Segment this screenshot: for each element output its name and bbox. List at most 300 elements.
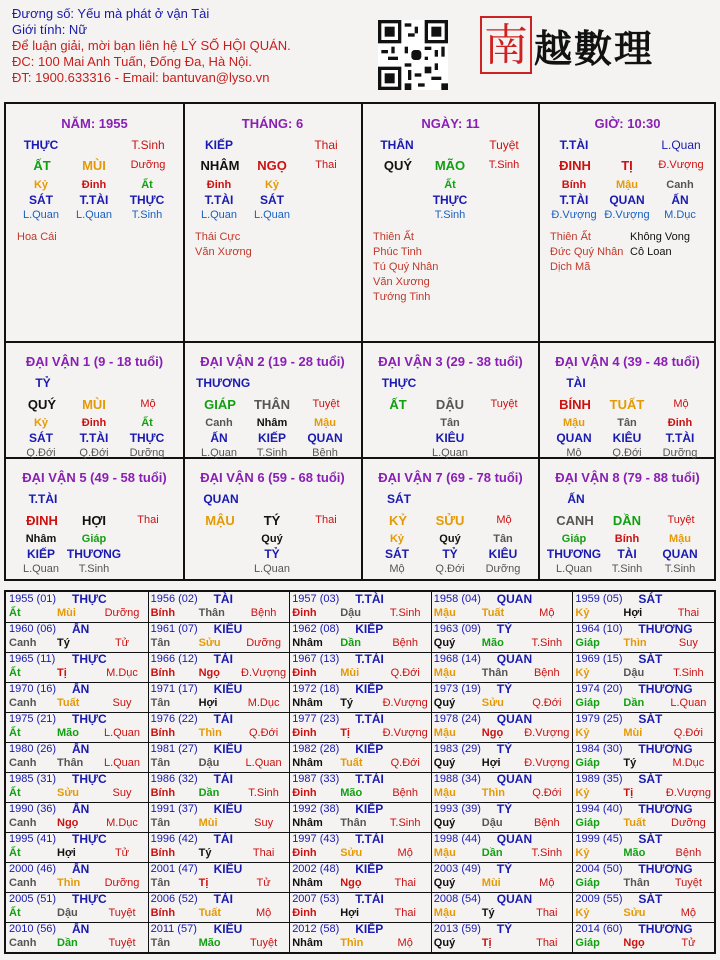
- annual-god: THƯƠNG: [638, 682, 693, 696]
- hidden-god: T.TÀI: [79, 431, 109, 445]
- annual-cell: [148, 742, 289, 772]
- annual-stem: Canh: [9, 877, 37, 889]
- annual-branch: Tuất: [481, 607, 505, 619]
- annual-year: 2013 (59): [433, 923, 481, 935]
- annual-stem: Bính: [150, 667, 176, 679]
- annual-god: TỶ: [496, 742, 513, 756]
- hidden-stem: Ất: [444, 179, 456, 191]
- luck-god: ẤN: [567, 492, 585, 506]
- annual-phase: Đ.Vượng: [524, 727, 570, 739]
- annual-branch: Tý: [481, 907, 495, 919]
- annual-phase: Dưỡng: [246, 637, 281, 649]
- annual-stem: Quý: [433, 697, 456, 709]
- annual-phase: Tử: [114, 847, 130, 859]
- stem-god: THỰC: [23, 138, 59, 152]
- earthly-branch: NGỌ: [257, 158, 287, 173]
- annual-year: 1979 (25): [575, 713, 623, 725]
- annual-stem: Đinh: [292, 667, 317, 679]
- hidden-phase: Dưỡng: [662, 447, 698, 459]
- annual-god: TÀI: [213, 712, 233, 726]
- annual-god: ẤN: [72, 802, 90, 816]
- life-phase: T.Sinh: [488, 159, 520, 171]
- annual-god: KIÊU: [213, 622, 243, 636]
- annual-year: 1996 (42): [150, 833, 198, 845]
- annual-god: THỰC: [72, 892, 107, 906]
- hidden-phase: T.Sinh: [434, 209, 466, 221]
- annual-stem: Canh: [9, 937, 37, 949]
- annual-stem: Đinh: [292, 907, 317, 919]
- pillar-year: [6, 104, 183, 341]
- annual-stem: Ất: [9, 607, 21, 619]
- annual-stem: Kỷ: [575, 607, 590, 619]
- annual-god: KIẾP: [355, 862, 384, 876]
- hidden-stem: Nhâm: [256, 417, 288, 429]
- hidden-stem: Ất: [141, 179, 153, 191]
- branch-phase-top: L.Quan: [661, 138, 701, 152]
- luck-god: TỶ: [35, 376, 51, 390]
- annual-year: 1960 (06): [9, 623, 57, 635]
- annual-stem: Tân: [150, 757, 171, 769]
- annual-god: ẤN: [72, 922, 90, 936]
- annual-branch: Tị: [340, 727, 350, 739]
- annual-cell: [6, 682, 147, 712]
- annual-god: TỶ: [496, 682, 513, 696]
- stem-god: T.TÀI: [559, 138, 589, 152]
- annual-stem: Nhâm: [292, 877, 323, 889]
- annual-phase: Đ.Vượng: [665, 787, 711, 799]
- hidden-phase: L.Quan: [253, 563, 291, 575]
- star-list: [195, 230, 252, 260]
- annual-cell: [6, 652, 147, 682]
- hidden-phase: T.Sinh: [611, 563, 643, 575]
- annual-branch: Dần: [340, 637, 361, 649]
- annual-phase: Q.Đới: [532, 787, 562, 799]
- earthly-branch: MÃO: [434, 158, 466, 173]
- luck-title: ĐẠI VẬN 3 (29 - 38 tuổi): [378, 354, 523, 369]
- annual-phase: Bệnh: [250, 607, 277, 619]
- annual-branch: Hợi: [340, 907, 360, 919]
- luck-god: SÁT: [387, 492, 411, 506]
- annual-phase: L.Quan: [103, 757, 141, 769]
- annual-cell: [6, 862, 147, 892]
- annual-stem: Giáp: [575, 877, 600, 889]
- luck-phase: Mộ: [673, 398, 689, 410]
- annual-phase: Bệnh: [533, 667, 560, 679]
- annual-year: 1959 (05): [575, 593, 623, 605]
- annual-cell: [148, 832, 289, 862]
- annual-year: 1956 (02): [150, 593, 198, 605]
- annual-cell: [6, 832, 147, 862]
- hidden-god: THƯƠNG: [66, 547, 122, 561]
- annual-phase: Tuyệt: [250, 937, 278, 949]
- annual-god: THỰC: [72, 832, 107, 846]
- annual-stem: Quý: [433, 877, 456, 889]
- star-item: Tướng Tinh: [373, 291, 431, 303]
- annual-cell: [572, 622, 713, 652]
- annual-god: SÁT: [638, 772, 663, 786]
- annual-stem: Mậu: [433, 667, 456, 679]
- annual-year: 1980 (26): [9, 743, 57, 755]
- luck-branch: SỬU: [435, 513, 465, 528]
- annual-year: 1955 (01): [9, 593, 57, 605]
- branch-phase-top: Thai: [314, 138, 338, 152]
- annual-branch: Hợi: [198, 697, 218, 709]
- hidden-god: QUAN: [307, 431, 343, 445]
- annual-god: QUAN: [496, 592, 533, 606]
- annual-phase: Suy: [254, 817, 274, 829]
- luck-phase: Tuyệt: [312, 398, 340, 410]
- annual-branch: Sửu: [340, 847, 363, 859]
- hidden-god: KIẾP: [26, 547, 55, 561]
- branch-phase-top: T.Sinh: [131, 138, 165, 152]
- annual-branch: Hợi: [481, 757, 501, 769]
- annual-branch: Mão: [57, 727, 79, 739]
- annual-year: 1962 (08): [292, 623, 340, 635]
- annual-stem: Giáp: [575, 757, 600, 769]
- annual-year: 1970 (16): [9, 683, 57, 695]
- annual-cell: [289, 652, 430, 682]
- annual-year: 2012 (58): [292, 923, 340, 935]
- annual-branch: Tuất: [340, 757, 363, 769]
- annual-cell: [148, 922, 289, 952]
- pillar-title: NGÀY: 11: [421, 116, 480, 131]
- annual-cell: [289, 622, 430, 652]
- hidden-phase: L.Quan: [75, 209, 113, 221]
- hidden-god: TỶ: [264, 547, 280, 561]
- hidden-phase: Bệnh: [312, 447, 338, 459]
- annual-phase: Tử: [114, 637, 130, 649]
- annual-god: KIẾP: [355, 802, 384, 816]
- stem-god: KIẾP: [204, 138, 233, 152]
- hidden-god: TÀI: [617, 547, 637, 561]
- annual-branch: Mùi: [198, 817, 218, 829]
- annual-god: QUAN: [496, 772, 533, 786]
- annual-stem: Canh: [9, 637, 37, 649]
- annual-branch: Dậu: [198, 757, 220, 769]
- annual-branch: Tý: [340, 697, 354, 709]
- star-list: [550, 230, 623, 275]
- annual-god: THƯƠNG: [638, 802, 693, 816]
- annual-stem: Bính: [150, 607, 176, 619]
- annual-cell: [431, 592, 572, 622]
- hidden-phase: Q.Đới: [435, 563, 465, 575]
- annual-stem: Canh: [9, 817, 37, 829]
- hidden-phase: L.Quan: [200, 447, 238, 459]
- gender-line: Giới tính: Nữ: [12, 22, 88, 37]
- annual-god: SÁT: [638, 592, 663, 606]
- hidden-god: ẤN: [210, 431, 228, 445]
- annual-branch: Mão: [340, 787, 363, 799]
- annual-cell: [431, 772, 572, 802]
- annual-year: 1990 (36): [9, 803, 57, 815]
- annual-cell: [431, 742, 572, 772]
- hidden-god: T.TÀI: [665, 431, 695, 445]
- annual-cell: [572, 682, 713, 712]
- annual-year: 2005 (51): [9, 893, 57, 905]
- annual-god: KIÊU: [213, 742, 243, 756]
- annual-phase: Bệnh: [392, 787, 419, 799]
- annual-stem: Quý: [433, 637, 456, 649]
- annual-branch: Dần: [481, 847, 503, 859]
- star-item: Hoa Cái: [17, 231, 57, 243]
- hidden-stem: Giáp: [81, 533, 107, 545]
- annual-stem: Tân: [150, 937, 171, 949]
- hidden-stem: Đinh: [206, 179, 232, 191]
- annual-branch: Mùi: [340, 667, 360, 679]
- luck-phase: Mộ: [140, 398, 156, 410]
- annual-year: 1968 (14): [433, 653, 481, 665]
- annual-branch: Hợi: [623, 607, 643, 619]
- annual-year: 1957 (03): [292, 593, 340, 605]
- annual-cell: [148, 802, 289, 832]
- annual-branch: Mão: [198, 937, 221, 949]
- annual-branch: Dậu: [340, 607, 361, 619]
- luck-branch: DẦN: [612, 513, 642, 528]
- annual-phase: M.Dục: [672, 757, 705, 769]
- luck-title: ĐẠI VẬN 1 (9 - 18 tuổi): [25, 354, 164, 369]
- annual-branch: Thân: [623, 877, 650, 889]
- hidden-phase: Đ.Vượng: [604, 209, 650, 221]
- annual-stem: Tân: [150, 637, 171, 649]
- annual-branch: Dần: [198, 787, 220, 799]
- hidden-stem: Nhâm: [25, 533, 57, 545]
- hidden-stem: Đinh: [81, 179, 107, 191]
- annual-god: KIẾP: [355, 922, 384, 936]
- life-phase: Đ.Vượng: [658, 159, 704, 171]
- annual-cell: [148, 772, 289, 802]
- luck-branch: TÝ: [263, 513, 281, 528]
- luck-god: T.TÀI: [28, 492, 58, 506]
- annual-branch: Tị: [481, 937, 492, 949]
- hidden-stem: Mậu: [616, 179, 638, 191]
- annual-stem: Bính: [150, 727, 176, 739]
- annual-god: T.TÀI: [355, 832, 384, 846]
- hidden-phase: L.Quan: [555, 563, 593, 575]
- annual-branch: Tuất: [623, 817, 646, 829]
- annual-stem: Quý: [433, 937, 456, 949]
- annual-year: 2011 (57): [150, 923, 197, 935]
- luck-stem: GIÁP: [204, 397, 236, 412]
- annual-stem: Tân: [150, 697, 171, 709]
- hidden-stem: Canh: [666, 179, 694, 191]
- hidden-god: QUAN: [556, 431, 592, 445]
- hidden-god: KIÊU: [435, 431, 465, 445]
- hidden-phase: Mộ: [389, 563, 405, 575]
- annual-year: 1966 (12): [150, 653, 198, 665]
- annual-god: SÁT: [638, 832, 663, 846]
- annual-year: 1969 (15): [575, 653, 623, 665]
- annual-god: THỰC: [72, 652, 107, 666]
- annual-god: TÀI: [213, 892, 233, 906]
- hidden-god: T.TÀI: [559, 193, 589, 207]
- luck-branch: MÙI: [82, 397, 106, 412]
- phone-email-line: ĐT: 1900.633316 - Email: bantuvan@lyso.vn: [12, 70, 270, 85]
- luck-title: ĐẠI VẬN 4 (39 - 48 tuổi): [555, 354, 700, 369]
- annual-year: 1987 (33): [292, 773, 340, 785]
- annual-phase: Q.Đới: [532, 697, 562, 709]
- annual-cell: [572, 652, 713, 682]
- luck-period-1: [6, 343, 183, 457]
- annual-stem: Giáp: [575, 937, 600, 949]
- annual-year: 2010 (56): [9, 923, 57, 935]
- annual-cell: [572, 742, 713, 772]
- annual-phase: T.Sinh: [389, 817, 421, 829]
- star-list: [17, 230, 57, 245]
- star-list-secondary: [630, 230, 690, 260]
- hidden-phase: Dưỡng: [485, 563, 521, 575]
- annual-cell: [289, 592, 430, 622]
- annual-god: KIÊU: [213, 802, 243, 816]
- annual-god: TỶ: [496, 922, 513, 936]
- annual-phase: Mộ: [539, 877, 555, 889]
- star-item: Thái Cực: [195, 231, 241, 243]
- hidden-stem: Đinh: [81, 417, 107, 429]
- annual-god: QUAN: [496, 652, 533, 666]
- luck-stem: BÍNH: [559, 397, 591, 412]
- pillar-title: THÁNG: 6: [241, 116, 304, 131]
- annual-stem: Ất: [9, 667, 21, 679]
- luck-title: ĐẠI VẬN 2 (19 - 28 tuổi): [200, 354, 345, 369]
- annual-cell: [289, 862, 430, 892]
- luck-phase: Tuyệt: [490, 398, 518, 410]
- annual-phase: Suy: [112, 697, 132, 709]
- earthly-branch: TỊ: [621, 158, 633, 173]
- annual-god: SÁT: [638, 712, 663, 726]
- luck-stem: CANH: [556, 513, 594, 528]
- luck-branch: THÂN: [253, 397, 291, 412]
- heavenly-stem: NHÂM: [200, 158, 240, 173]
- luck-stem: KỶ: [388, 513, 408, 528]
- annual-year: 1975 (21): [9, 713, 57, 725]
- annual-stem: Canh: [9, 757, 37, 769]
- hidden-stem: Tân: [617, 417, 637, 429]
- annual-phase: T.Sinh: [673, 667, 704, 679]
- annual-cell: [6, 772, 147, 802]
- annual-phase: T.Sinh: [248, 787, 279, 799]
- earthly-branch: MÙI: [82, 158, 106, 173]
- annual-stem: Mậu: [433, 847, 456, 859]
- annual-year: 1991 (37): [150, 803, 198, 815]
- annual-branch: Sửu: [57, 787, 80, 799]
- annual-stem: Nhâm: [292, 817, 323, 829]
- annual-year: 1978 (24): [433, 713, 481, 725]
- hidden-god: QUAN: [609, 193, 645, 207]
- annual-year: 1992 (38): [292, 803, 340, 815]
- annual-stem: Nhâm: [292, 757, 323, 769]
- annual-cell: [148, 652, 289, 682]
- life-phase: Dưỡng: [130, 159, 166, 171]
- annual-branch: Mùi: [481, 877, 501, 889]
- annual-god: T.TÀI: [355, 892, 384, 906]
- hidden-phase: T.Sinh: [78, 563, 110, 575]
- annual-branch: Dậu: [57, 907, 78, 919]
- annual-god: THƯƠNG: [638, 862, 693, 876]
- chart-grid: [4, 102, 716, 581]
- annual-branch: Tý: [623, 757, 637, 769]
- hidden-phase: L.Quan: [431, 447, 469, 459]
- luck-stem: ĐINH: [26, 513, 58, 528]
- star-item: Thiên Ất: [550, 231, 591, 243]
- annual-cell: [148, 592, 289, 622]
- annual-year: 1995 (41): [9, 833, 57, 845]
- annual-stem: Đinh: [292, 607, 317, 619]
- annual-year: 1984 (30): [575, 743, 623, 755]
- annual-phase: Suy: [678, 637, 698, 649]
- annual-god: THƯƠNG: [638, 922, 693, 936]
- annual-stem: Giáp: [575, 817, 600, 829]
- star-item: Văn Xương: [373, 276, 430, 288]
- annual-year: 1994 (40): [575, 803, 623, 815]
- annual-branch: Thìn: [198, 727, 222, 739]
- annual-stem: Đinh: [292, 727, 317, 739]
- luck-period-5: [6, 459, 183, 579]
- annual-cell: [289, 712, 430, 742]
- annual-year: 2001 (47): [150, 863, 198, 875]
- hidden-stem: Đinh: [667, 417, 693, 429]
- luck-period-7: [362, 459, 539, 579]
- annual-year: 1972 (18): [292, 683, 340, 695]
- luck-branch: TUẤT: [609, 397, 645, 412]
- annual-year: 1974 (20): [575, 683, 623, 695]
- annual-stem: Mậu: [433, 607, 456, 619]
- annual-branch: Tị: [198, 877, 209, 889]
- annual-cell: [431, 652, 572, 682]
- annual-stem: Mậu: [433, 907, 456, 919]
- annual-god: THƯƠNG: [638, 742, 693, 756]
- annual-year: 1965 (11): [9, 653, 56, 665]
- annual-stem: Quý: [433, 757, 456, 769]
- hidden-phase: T.Sinh: [256, 447, 288, 459]
- annual-god: THƯƠNG: [638, 622, 693, 636]
- annual-cell: [431, 802, 572, 832]
- hidden-phase: M.Dục: [664, 209, 696, 221]
- hidden-phase: L.Quan: [253, 209, 291, 221]
- annual-god: QUAN: [496, 892, 533, 906]
- annual-cell: [431, 892, 572, 922]
- annual-stem: Quý: [433, 817, 456, 829]
- hidden-phase: L.Quan: [200, 209, 238, 221]
- annual-year: 1964 (10): [575, 623, 623, 635]
- star-item: Văn Xương: [195, 246, 252, 258]
- luck-god: THỰC: [381, 376, 417, 390]
- annual-branch: Tị: [57, 667, 67, 679]
- annual-branch: Sửu: [623, 907, 646, 919]
- annual-god: ẤN: [72, 742, 90, 756]
- hidden-god: T.TÀI: [79, 193, 109, 207]
- annual-cell: [289, 742, 430, 772]
- hidden-stem: Kỷ: [389, 533, 405, 545]
- annual-phase: Tuyệt: [108, 907, 136, 919]
- annual-stem: Kỷ: [575, 667, 590, 679]
- hidden-stem: Tân: [493, 533, 513, 545]
- annual-cell: [289, 682, 430, 712]
- annual-god: KIẾP: [355, 622, 384, 636]
- annual-cell: [572, 862, 713, 892]
- annual-stem: Nhâm: [292, 937, 323, 949]
- hidden-phase: Q.Đới: [26, 447, 56, 459]
- luck-stem: MẬU: [205, 513, 235, 528]
- annual-phase: Đ.Vượng: [382, 697, 428, 709]
- hidden-god: SÁT: [260, 193, 284, 207]
- annual-god: TÀI: [213, 592, 233, 606]
- annual-year: 1961 (07): [150, 623, 198, 635]
- annual-phase: Thai: [536, 937, 558, 949]
- annual-phase: M.Dục: [106, 667, 138, 679]
- annual-stem: Kỷ: [575, 907, 590, 919]
- hidden-phase: Dưỡng: [129, 447, 165, 459]
- annual-stem: Canh: [9, 697, 37, 709]
- annual-god: QUAN: [496, 832, 533, 846]
